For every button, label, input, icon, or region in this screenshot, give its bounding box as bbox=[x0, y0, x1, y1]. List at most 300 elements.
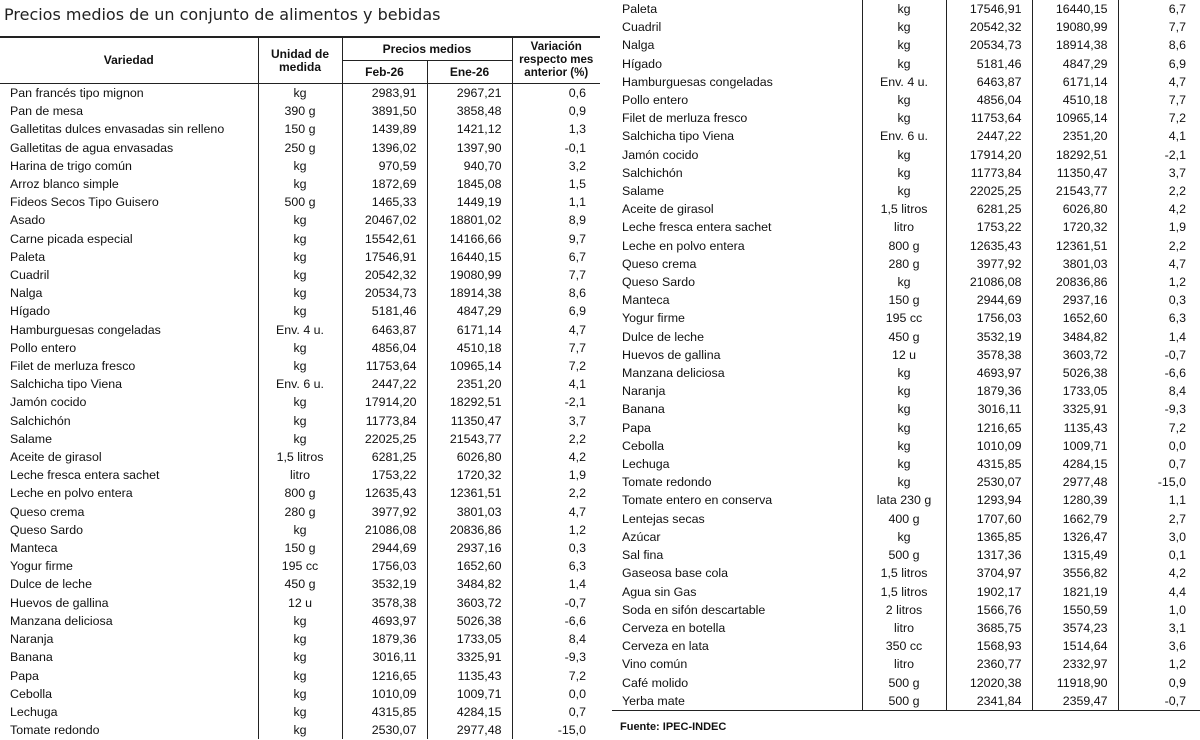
cell-ene: 21543,77 bbox=[427, 430, 512, 448]
cell-unidad: 350 cc bbox=[862, 637, 946, 655]
table-row bbox=[0, 284, 600, 302]
table-row bbox=[0, 193, 600, 211]
table-title: Precios medios de un conjunto de alimentos y bebidas bbox=[4, 5, 441, 24]
cell-variacion: -15,0 bbox=[1118, 473, 1200, 491]
cell-variacion: 1,2 bbox=[512, 521, 600, 539]
cell-feb: 17546,91 bbox=[946, 0, 1032, 18]
cell-feb: 2447,22 bbox=[946, 127, 1032, 145]
cell-feb: 6463,87 bbox=[946, 73, 1032, 91]
cell-unidad: kg bbox=[258, 612, 342, 630]
cell-variedad: Lechuga bbox=[622, 457, 670, 472]
table-row bbox=[0, 466, 600, 484]
table-row bbox=[612, 528, 1200, 546]
cell-unidad: 390 g bbox=[258, 102, 342, 120]
cell-variacion: 0,3 bbox=[512, 539, 600, 557]
cell-variacion: 7,7 bbox=[1118, 91, 1200, 109]
cell-variedad: Sal fina bbox=[622, 548, 664, 563]
cell-variacion: 4,7 bbox=[1118, 73, 1200, 91]
table-row bbox=[612, 291, 1200, 309]
table-row bbox=[0, 575, 600, 593]
cell-unidad: 1,5 litros bbox=[862, 200, 946, 218]
header-ene: Ene-26 bbox=[427, 61, 512, 84]
cell-unidad: kg bbox=[862, 400, 946, 418]
cell-feb: 22025,25 bbox=[946, 182, 1032, 200]
cell-variacion: 3,2 bbox=[512, 157, 600, 175]
cell-variacion: 2,2 bbox=[512, 430, 600, 448]
cell-unidad: kg bbox=[258, 630, 342, 648]
cell-feb: 17914,20 bbox=[946, 146, 1032, 164]
cell-ene: 16440,15 bbox=[427, 248, 512, 266]
cell-unidad: kg bbox=[258, 721, 342, 739]
cell-unidad: 2 litros bbox=[862, 601, 946, 619]
cell-variedad: Queso crema bbox=[10, 504, 85, 519]
cell-variedad: Lentejas secas bbox=[622, 511, 705, 526]
cell-variacion: 0,0 bbox=[512, 685, 600, 703]
cell-variacion: 1,2 bbox=[1118, 273, 1200, 291]
cell-ene: 3603,72 bbox=[427, 594, 512, 612]
cell-variedad: Salchichón bbox=[622, 165, 683, 180]
cell-feb: 3532,19 bbox=[946, 328, 1032, 346]
cell-ene: 4847,29 bbox=[1032, 55, 1118, 73]
cell-unidad: 800 g bbox=[258, 484, 342, 502]
cell-variacion: 4,1 bbox=[1118, 127, 1200, 145]
cell-feb: 2530,07 bbox=[946, 473, 1032, 491]
cell-variedad: Galletitas dulces envasadas sin relleno bbox=[10, 122, 225, 137]
cell-ene: 4284,15 bbox=[427, 703, 512, 721]
cell-feb: 1216,65 bbox=[342, 667, 427, 685]
table-row bbox=[0, 594, 600, 612]
table-row bbox=[612, 146, 1200, 164]
cell-variedad: Pan de mesa bbox=[10, 104, 84, 119]
cell-variacion: 8,9 bbox=[512, 211, 600, 229]
cell-unidad: kg bbox=[862, 36, 946, 54]
cell-variacion: -15,0 bbox=[512, 721, 600, 739]
cell-unidad: kg bbox=[862, 0, 946, 18]
cell-ene: 1720,32 bbox=[1032, 218, 1118, 236]
cell-unidad: kg bbox=[258, 703, 342, 721]
cell-unidad: kg bbox=[258, 667, 342, 685]
cell-variacion: 8,4 bbox=[1118, 382, 1200, 400]
cell-variedad: Fideos Secos Tipo Guisero bbox=[10, 195, 159, 210]
cell-variacion: 1,9 bbox=[1118, 218, 1200, 236]
cell-variacion: 1,3 bbox=[512, 120, 600, 138]
cell-feb: 970,59 bbox=[342, 157, 427, 175]
cell-variedad: Hamburguesas congeladas bbox=[10, 322, 161, 337]
cell-ene: 12361,51 bbox=[427, 484, 512, 502]
table-row bbox=[612, 255, 1200, 273]
cell-ene: 1009,71 bbox=[427, 685, 512, 703]
table-row bbox=[612, 473, 1200, 491]
cell-variedad: Paleta bbox=[622, 2, 658, 16]
cell-variedad: Filet de merluza fresco bbox=[622, 111, 748, 126]
cell-unidad: kg bbox=[862, 528, 946, 546]
cell-ene: 21543,77 bbox=[1032, 182, 1118, 200]
cell-unidad: Env. 4 u. bbox=[258, 321, 342, 339]
cell-ene: 1662,79 bbox=[1032, 510, 1118, 528]
table-row bbox=[0, 521, 600, 539]
cell-unidad: 450 g bbox=[862, 328, 946, 346]
cell-feb: 1902,17 bbox=[946, 583, 1032, 601]
table-row bbox=[612, 382, 1200, 400]
cell-variacion: 1,9 bbox=[512, 466, 600, 484]
cell-ene: 14166,66 bbox=[427, 230, 512, 248]
cell-variedad: Manteca bbox=[10, 541, 58, 556]
cell-variedad: Pollo entero bbox=[10, 340, 77, 355]
cell-unidad: kg bbox=[258, 230, 342, 248]
cell-variacion: 4,2 bbox=[1118, 200, 1200, 218]
cell-unidad: 150 g bbox=[258, 539, 342, 557]
cell-variacion: 1,1 bbox=[1118, 491, 1200, 509]
cell-variedad: Yerba mate bbox=[612, 692, 862, 711]
cell-variedad: Salchichón bbox=[10, 413, 71, 428]
table-row bbox=[0, 703, 600, 721]
cell-variedad: Vino común bbox=[622, 657, 688, 672]
cell-ene: 1326,47 bbox=[1032, 528, 1118, 546]
cell-variacion: 4,7 bbox=[512, 321, 600, 339]
cell-ene: 1315,49 bbox=[1032, 546, 1118, 564]
cell-feb: 2944,69 bbox=[342, 539, 427, 557]
table-row bbox=[0, 266, 600, 284]
source-note: Fuente: IPEC-INDEC bbox=[620, 721, 727, 733]
table-row bbox=[612, 91, 1200, 109]
cell-feb: 11753,64 bbox=[342, 357, 427, 375]
cell-feb: 1010,09 bbox=[342, 685, 427, 703]
cell-variedad: Jamón cocido bbox=[622, 147, 699, 162]
cell-ene: 3484,82 bbox=[1032, 328, 1118, 346]
cell-variedad: Harina de trigo común bbox=[10, 158, 132, 173]
cell-unidad: kg bbox=[862, 473, 946, 491]
cell-variacion: 9,7 bbox=[512, 230, 600, 248]
table-row bbox=[0, 357, 600, 375]
cell-variacion: 0,1 bbox=[1118, 546, 1200, 564]
cell-variacion: 7,7 bbox=[512, 266, 600, 284]
table-row bbox=[612, 182, 1200, 200]
cell-feb: 2530,07 bbox=[342, 721, 427, 739]
table-row bbox=[612, 237, 1200, 255]
cell-variedad: Cerveza en botella bbox=[622, 620, 726, 635]
cell-feb: 3016,11 bbox=[946, 400, 1032, 418]
cell-variacion: 2,2 bbox=[512, 484, 600, 502]
cell-variacion: 0,9 bbox=[1118, 674, 1200, 692]
cell-unidad: 1,5 litros bbox=[862, 564, 946, 582]
cell-variedad: Soda en sifón descartable bbox=[622, 602, 766, 617]
cell-variedad: Manteca bbox=[622, 293, 670, 308]
table-row bbox=[0, 539, 600, 557]
cell-ene: 12361,51 bbox=[1032, 237, 1118, 255]
cell-variacion: 0,7 bbox=[512, 703, 600, 721]
header-precios: Precios medios bbox=[342, 37, 512, 61]
cell-feb: 1879,36 bbox=[946, 382, 1032, 400]
cell-unidad: litro bbox=[862, 218, 946, 236]
cell-ene: 3325,91 bbox=[1032, 400, 1118, 418]
cell-unidad: kg bbox=[862, 164, 946, 182]
cell-ene: 940,70 bbox=[427, 157, 512, 175]
cell-variedad: Leche fresca entera sachet bbox=[10, 468, 160, 483]
table-row bbox=[0, 139, 600, 157]
cell-ene: 5026,38 bbox=[1032, 364, 1118, 382]
cell-ene: 2937,16 bbox=[1032, 291, 1118, 309]
cell-variacion: -0,7 bbox=[512, 594, 600, 612]
table-row bbox=[0, 721, 600, 739]
cell-variedad: Filet de merluza fresco bbox=[10, 359, 136, 374]
cell-variedad: Nalga bbox=[622, 38, 655, 53]
table-row bbox=[0, 230, 600, 248]
cell-variacion: 4,4 bbox=[1118, 583, 1200, 601]
cell-variacion: 6,3 bbox=[1118, 309, 1200, 327]
cell-feb: 15542,61 bbox=[342, 230, 427, 248]
table-row bbox=[612, 419, 1200, 437]
cell-unidad: 150 g bbox=[258, 120, 342, 138]
table-row bbox=[0, 339, 600, 357]
table-row bbox=[612, 619, 1200, 637]
cell-ene: 1550,59 bbox=[1032, 601, 1118, 619]
table-row bbox=[0, 412, 600, 430]
cell-unidad: Env. 4 u. bbox=[862, 73, 946, 91]
cell-feb: 1439,89 bbox=[342, 120, 427, 138]
cell-unidad: kg bbox=[258, 339, 342, 357]
prices-table-right bbox=[612, 0, 1200, 711]
cell-unidad: 195 cc bbox=[862, 309, 946, 327]
cell-ene: 1280,39 bbox=[1032, 491, 1118, 509]
cell-ene: 18292,51 bbox=[427, 393, 512, 411]
cell-feb: 20534,73 bbox=[342, 284, 427, 302]
table-row bbox=[0, 612, 600, 630]
cell-variacion: 7,2 bbox=[1118, 419, 1200, 437]
cell-feb: 1872,69 bbox=[342, 175, 427, 193]
cell-unidad: kg bbox=[862, 364, 946, 382]
cell-variacion: 7,2 bbox=[1118, 109, 1200, 127]
cell-unidad: 500 g bbox=[862, 674, 946, 692]
cell-variedad: Café molido bbox=[622, 675, 689, 690]
table-row bbox=[0, 648, 600, 666]
cell-variacion: 1,2 bbox=[1118, 655, 1200, 673]
cell-variacion: 4,2 bbox=[512, 448, 600, 466]
cell-unidad: kg bbox=[862, 91, 946, 109]
header-variedad: Variedad bbox=[0, 37, 258, 84]
cell-variacion: -0,7 bbox=[1118, 346, 1200, 364]
cell-unidad: kg bbox=[862, 146, 946, 164]
cell-ene: 20836,86 bbox=[1032, 273, 1118, 291]
cell-feb: 3578,38 bbox=[946, 346, 1032, 364]
cell-variedad: Queso Sardo bbox=[10, 522, 84, 537]
cell-ene: 2351,20 bbox=[1032, 127, 1118, 145]
cell-variedad: Hígado bbox=[10, 304, 50, 319]
cell-variacion: -6,6 bbox=[1118, 364, 1200, 382]
cell-feb: 6281,25 bbox=[342, 448, 427, 466]
cell-unidad: 150 g bbox=[862, 291, 946, 309]
cell-feb: 11773,84 bbox=[946, 164, 1032, 182]
cell-variacion: 7,7 bbox=[512, 339, 600, 357]
cell-variacion: 6,3 bbox=[512, 557, 600, 575]
cell-unidad: kg bbox=[258, 648, 342, 666]
cell-variacion: 1,5 bbox=[512, 175, 600, 193]
cell-feb: 1365,85 bbox=[946, 528, 1032, 546]
cell-unidad: 500 g bbox=[862, 546, 946, 564]
cell-variedad: Yogur firme bbox=[622, 311, 685, 326]
table-row bbox=[0, 175, 600, 193]
table-row bbox=[612, 346, 1200, 364]
cell-variacion: 8,6 bbox=[1118, 36, 1200, 54]
cell-variacion: 4,7 bbox=[1118, 255, 1200, 273]
table-row bbox=[612, 692, 1200, 711]
cell-unidad: kg bbox=[862, 382, 946, 400]
cell-variedad: Papa bbox=[10, 668, 39, 683]
cell-ene: 19080,99 bbox=[1032, 18, 1118, 36]
cell-variedad: Cuadril bbox=[10, 268, 50, 283]
cell-feb: 12635,43 bbox=[342, 484, 427, 502]
cell-variacion: 2,2 bbox=[1118, 182, 1200, 200]
cell-variacion: -0,7 bbox=[1118, 692, 1200, 711]
cell-ene: 2351,20 bbox=[427, 375, 512, 393]
cell-variacion: 3,7 bbox=[512, 412, 600, 430]
cell-feb: 17914,20 bbox=[342, 393, 427, 411]
cell-variedad: Azúcar bbox=[622, 529, 661, 544]
cell-ene: 2977,48 bbox=[427, 721, 512, 739]
cell-variedad: Jamón cocido bbox=[10, 395, 87, 410]
table-row bbox=[0, 248, 600, 266]
cell-feb: 1707,60 bbox=[946, 510, 1032, 528]
cell-feb: 1010,09 bbox=[946, 437, 1032, 455]
cell-ene: 2937,16 bbox=[427, 539, 512, 557]
cell-variacion: 4,7 bbox=[512, 503, 600, 521]
cell-ene: 3858,48 bbox=[427, 102, 512, 120]
cell-ene: 1733,05 bbox=[1032, 382, 1118, 400]
cell-feb: 1317,36 bbox=[946, 546, 1032, 564]
cell-feb: 2447,22 bbox=[342, 375, 427, 393]
cell-ene: 2359,47 bbox=[1032, 692, 1118, 711]
cell-feb: 6281,25 bbox=[946, 200, 1032, 218]
table-row bbox=[612, 510, 1200, 528]
cell-variedad: Arroz blanco simple bbox=[10, 177, 119, 192]
cell-feb: 1568,93 bbox=[946, 637, 1032, 655]
cell-feb: 20542,32 bbox=[946, 18, 1032, 36]
cell-ene: 3801,03 bbox=[1032, 255, 1118, 273]
cell-ene: 1720,32 bbox=[427, 466, 512, 484]
cell-variacion: 1,0 bbox=[1118, 601, 1200, 619]
table-row bbox=[0, 375, 600, 393]
cell-ene: 1821,19 bbox=[1032, 583, 1118, 601]
cell-variedad: Cebolla bbox=[622, 438, 665, 453]
table-row bbox=[0, 667, 600, 685]
cell-variedad: Galletitas de agua envasadas bbox=[10, 140, 174, 155]
cell-variacion: 6,7 bbox=[1118, 0, 1200, 18]
cell-ene: 1514,64 bbox=[1032, 637, 1118, 655]
cell-unidad: 800 g bbox=[862, 237, 946, 255]
cell-variacion: 2,2 bbox=[1118, 237, 1200, 255]
table-row bbox=[612, 309, 1200, 327]
cell-ene: 19080,99 bbox=[427, 266, 512, 284]
cell-feb: 1293,94 bbox=[946, 491, 1032, 509]
table-row bbox=[612, 400, 1200, 418]
cell-ene: 5026,38 bbox=[427, 612, 512, 630]
table-row bbox=[612, 200, 1200, 218]
cell-variedad: Huevos de gallina bbox=[622, 347, 721, 362]
cell-feb: 1566,76 bbox=[946, 601, 1032, 619]
cell-ene: 4510,18 bbox=[1032, 91, 1118, 109]
cell-feb: 4315,85 bbox=[342, 703, 427, 721]
cell-variacion: 0,0 bbox=[1118, 437, 1200, 455]
cell-feb: 2341,84 bbox=[946, 692, 1032, 711]
cell-unidad: kg bbox=[258, 266, 342, 284]
cell-variacion: 1,1 bbox=[512, 193, 600, 211]
table-row bbox=[612, 328, 1200, 346]
cell-variacion: 0,7 bbox=[1118, 455, 1200, 473]
cell-variedad: Carne picada especial bbox=[10, 231, 133, 246]
cell-ene: 18292,51 bbox=[1032, 146, 1118, 164]
cell-ene: 1397,90 bbox=[427, 139, 512, 157]
cell-feb: 3016,11 bbox=[342, 648, 427, 666]
table-row bbox=[612, 455, 1200, 473]
table-row bbox=[612, 0, 1200, 18]
cell-feb: 1756,03 bbox=[946, 309, 1032, 327]
cell-variacion: 4,2 bbox=[1118, 564, 1200, 582]
cell-unidad: Env. 6 u. bbox=[258, 375, 342, 393]
cell-feb: 1216,65 bbox=[946, 419, 1032, 437]
cell-variedad: Salame bbox=[622, 184, 665, 199]
cell-variedad: Pan francés tipo mignon bbox=[10, 86, 144, 100]
cell-ene: 3325,91 bbox=[427, 648, 512, 666]
cell-feb: 21086,08 bbox=[342, 521, 427, 539]
cell-variedad: Lechuga bbox=[10, 704, 58, 719]
cell-ene: 3801,03 bbox=[427, 503, 512, 521]
cell-variedad: Asado bbox=[10, 213, 46, 228]
table-row bbox=[612, 164, 1200, 182]
table-row bbox=[0, 321, 600, 339]
table-row bbox=[612, 655, 1200, 673]
cell-variacion: -0,1 bbox=[512, 139, 600, 157]
table-row bbox=[612, 546, 1200, 564]
cell-feb: 6463,87 bbox=[342, 321, 427, 339]
cell-unidad: 12 u bbox=[258, 594, 342, 612]
header-unidad: Unidad de medida bbox=[258, 37, 342, 84]
cell-variedad: Salchicha tipo Viena bbox=[622, 129, 735, 144]
cell-feb: 3578,38 bbox=[342, 594, 427, 612]
cell-feb: 21086,08 bbox=[946, 273, 1032, 291]
cell-unidad: kg bbox=[862, 419, 946, 437]
cell-variedad: Aceite de girasol bbox=[622, 202, 714, 217]
cell-variedad: Hígado bbox=[622, 56, 662, 71]
cell-variacion: -6,6 bbox=[512, 612, 600, 630]
cell-ene: 1652,60 bbox=[1032, 309, 1118, 327]
cell-feb: 1753,22 bbox=[946, 218, 1032, 236]
cell-unidad: kg bbox=[258, 521, 342, 539]
cell-feb: 1879,36 bbox=[342, 630, 427, 648]
cell-feb: 4856,04 bbox=[342, 339, 427, 357]
table-row bbox=[0, 157, 600, 175]
right-table-body bbox=[612, 0, 1200, 710]
table-row bbox=[0, 120, 600, 138]
cell-variacion: 3,7 bbox=[1118, 164, 1200, 182]
cell-unidad: kg bbox=[862, 273, 946, 291]
cell-unidad: kg bbox=[258, 284, 342, 302]
table-row bbox=[612, 55, 1200, 73]
cell-ene: 1733,05 bbox=[427, 630, 512, 648]
cell-unidad: litro bbox=[862, 619, 946, 637]
cell-unidad: 1,5 litros bbox=[862, 583, 946, 601]
cell-unidad: kg bbox=[862, 182, 946, 200]
cell-variacion: -9,3 bbox=[1118, 400, 1200, 418]
cell-variedad: Banana bbox=[622, 402, 665, 417]
cell-unidad: kg bbox=[258, 157, 342, 175]
cell-variedad: Queso crema bbox=[622, 256, 697, 271]
cell-unidad: kg bbox=[258, 430, 342, 448]
cell-unidad: 500 g bbox=[862, 692, 946, 711]
cell-variedad: Queso Sardo bbox=[622, 275, 696, 290]
cell-unidad: kg bbox=[258, 685, 342, 703]
cell-feb: 22025,25 bbox=[342, 430, 427, 448]
cell-feb: 3532,19 bbox=[342, 575, 427, 593]
cell-unidad: kg bbox=[258, 302, 342, 320]
